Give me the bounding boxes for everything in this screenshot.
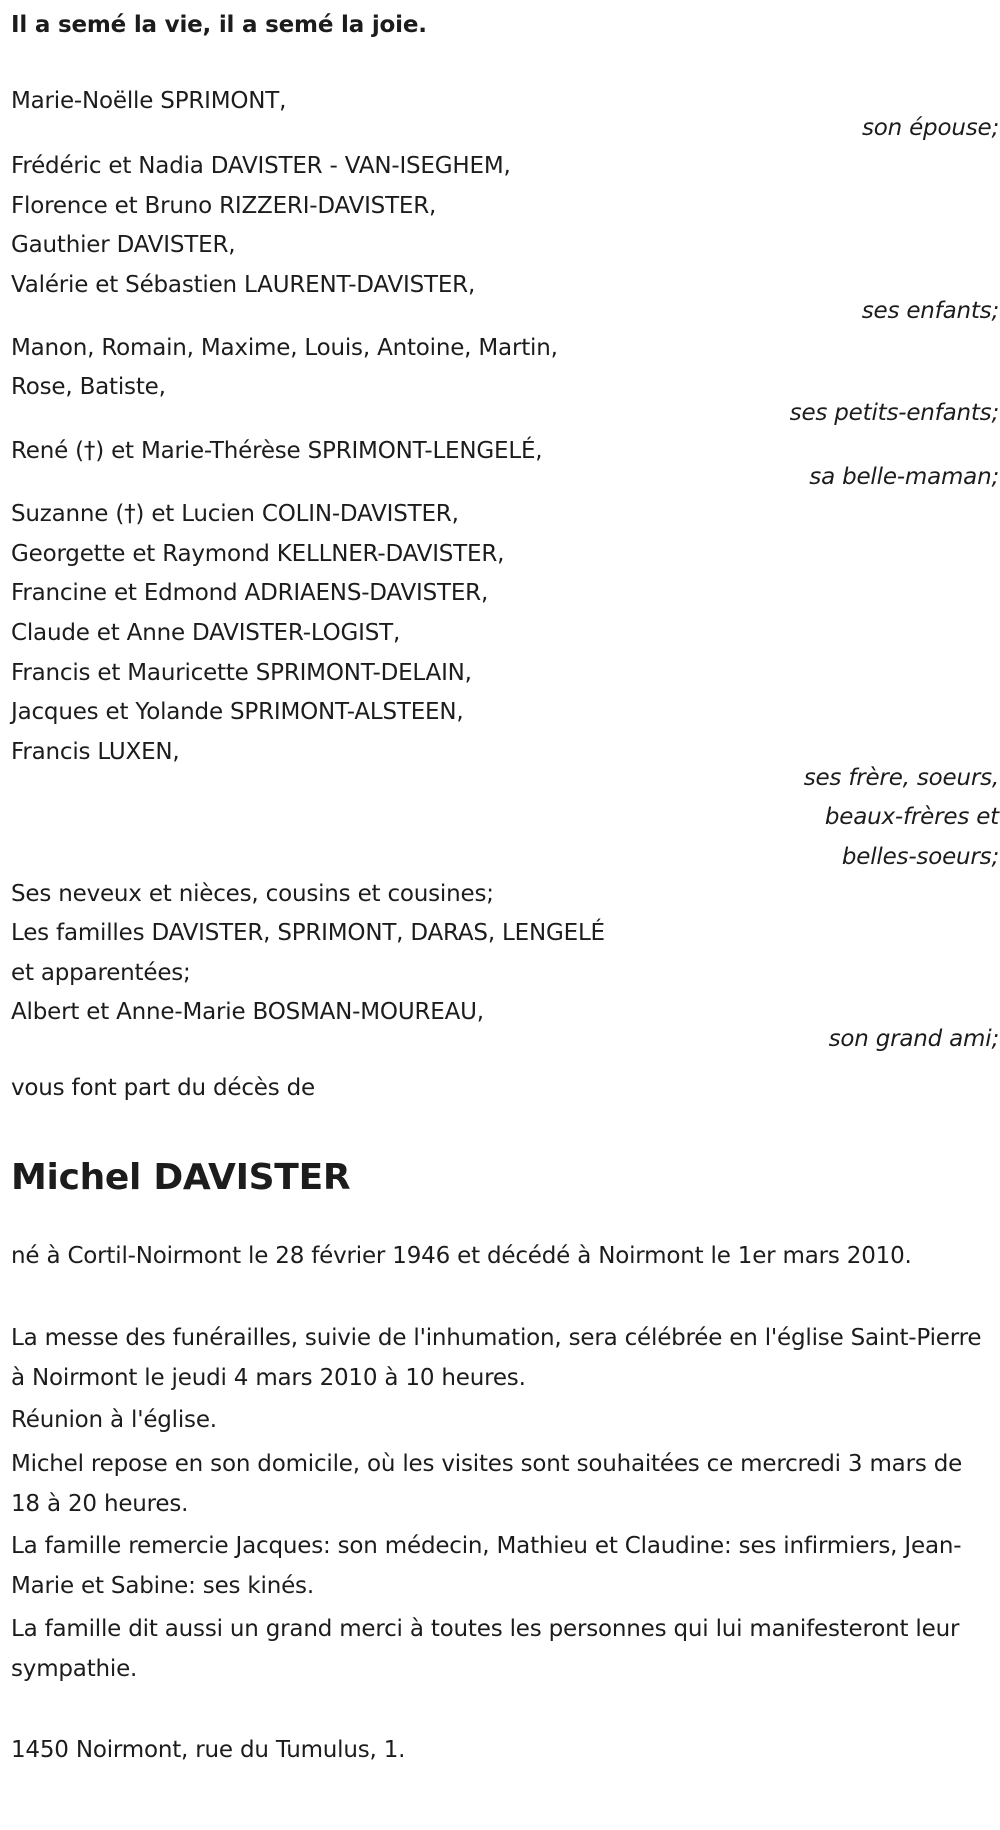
paragraph-thanks: La famille remercie Jacques: son médecin, Mathieu et Claudine: ses infirmiers, Jean-Marie et Sabine: ses kinés. [11,1533,962,1599]
family-line: Francis et Mauricette SPRIMONT-DELAIN, [11,660,472,686]
paragraph-visits: Michel repose en son domicile, où les visites sont souhaitées ce mercredi 3 mars de 18 à 20 heures. [11,1451,963,1517]
address-text: 1450 Noirmont, rue du Tumulus, 1. [11,1737,406,1763]
relation-label-children: ses enfants; [861,298,999,324]
paragraph-funeral-mass: La messe des funérailles, suivie de l'inhumation, sera célébrée en l'église Saint-Pierre à Noirmont le jeudi 4 mars 2010 à 10 heures. [11,1325,982,1391]
family-line: Francis LUXEN, [11,739,180,765]
deceased-name: Michel DAVISTER [11,1157,351,1198]
announcement-text: vous font part du décès de [11,1075,315,1101]
family-line: Valérie et Sébastien LAURENT-DAVISTER, [11,272,476,298]
family-line: Florence et Bruno RIZZERI-DAVISTER, [11,193,437,219]
relation-label-siblings: ses frère, soeurs, [803,765,999,791]
family-line: Georgette et Raymond KELLNER-DAVISTER, [11,541,505,567]
relation-label-siblings: beaux-frères et [824,804,999,830]
family-line: Claude et Anne DAVISTER-LOGIST, [11,620,401,646]
family-line: Rose, Batiste, [11,374,166,400]
motto-heading: Il a semé la vie, il a semé la joie. [11,12,427,38]
relation-label-mother-in-law: sa belle-maman; [809,464,999,490]
relation-label-spouse: son épouse; [861,115,999,141]
family-line: Albert et Anne-Marie BOSMAN-MOUREAU, [11,999,484,1025]
family-line: Les familles DAVISTER, SPRIMONT, DARAS, LENGELÉ [11,920,605,946]
paragraph-meeting: Réunion à l'église. [11,1407,217,1433]
relation-label-siblings: belles-soeurs; [841,844,999,870]
family-line: Frédéric et Nadia DAVISTER - VAN-ISEGHEM, [11,153,511,179]
family-line: Gauthier DAVISTER, [11,232,236,258]
family-line: Francine et Edmond ADRIAENS-DAVISTER, [11,580,489,606]
family-line: Jacques et Yolande SPRIMONT-ALSTEEN, [11,699,464,725]
relation-label-grandchildren: ses petits-enfants; [789,400,999,426]
paragraph-birth-death: né à Cortil-Noirmont le 28 février 1946 et décédé à Noirmont le 1er mars 2010. [11,1243,912,1269]
family-line: Marie-Noëlle SPRIMONT, [11,88,287,114]
family-line: Manon, Romain, Maxime, Louis, Antoine, Martin, [11,335,558,361]
family-line: René (†) et Marie-Thérèse SPRIMONT-LENGELÉ, [11,438,543,464]
family-line: et apparentées; [11,960,191,986]
family-line: Ses neveux et nièces, cousins et cousines; [11,881,494,907]
relation-label-friend: son grand ami; [828,1026,999,1052]
family-line: Suzanne (†) et Lucien COLIN-DAVISTER, [11,501,459,527]
paragraph-gratitude: La famille dit aussi un grand merci à toutes les personnes qui lui manifesteront leur sympathie. [11,1616,960,1682]
